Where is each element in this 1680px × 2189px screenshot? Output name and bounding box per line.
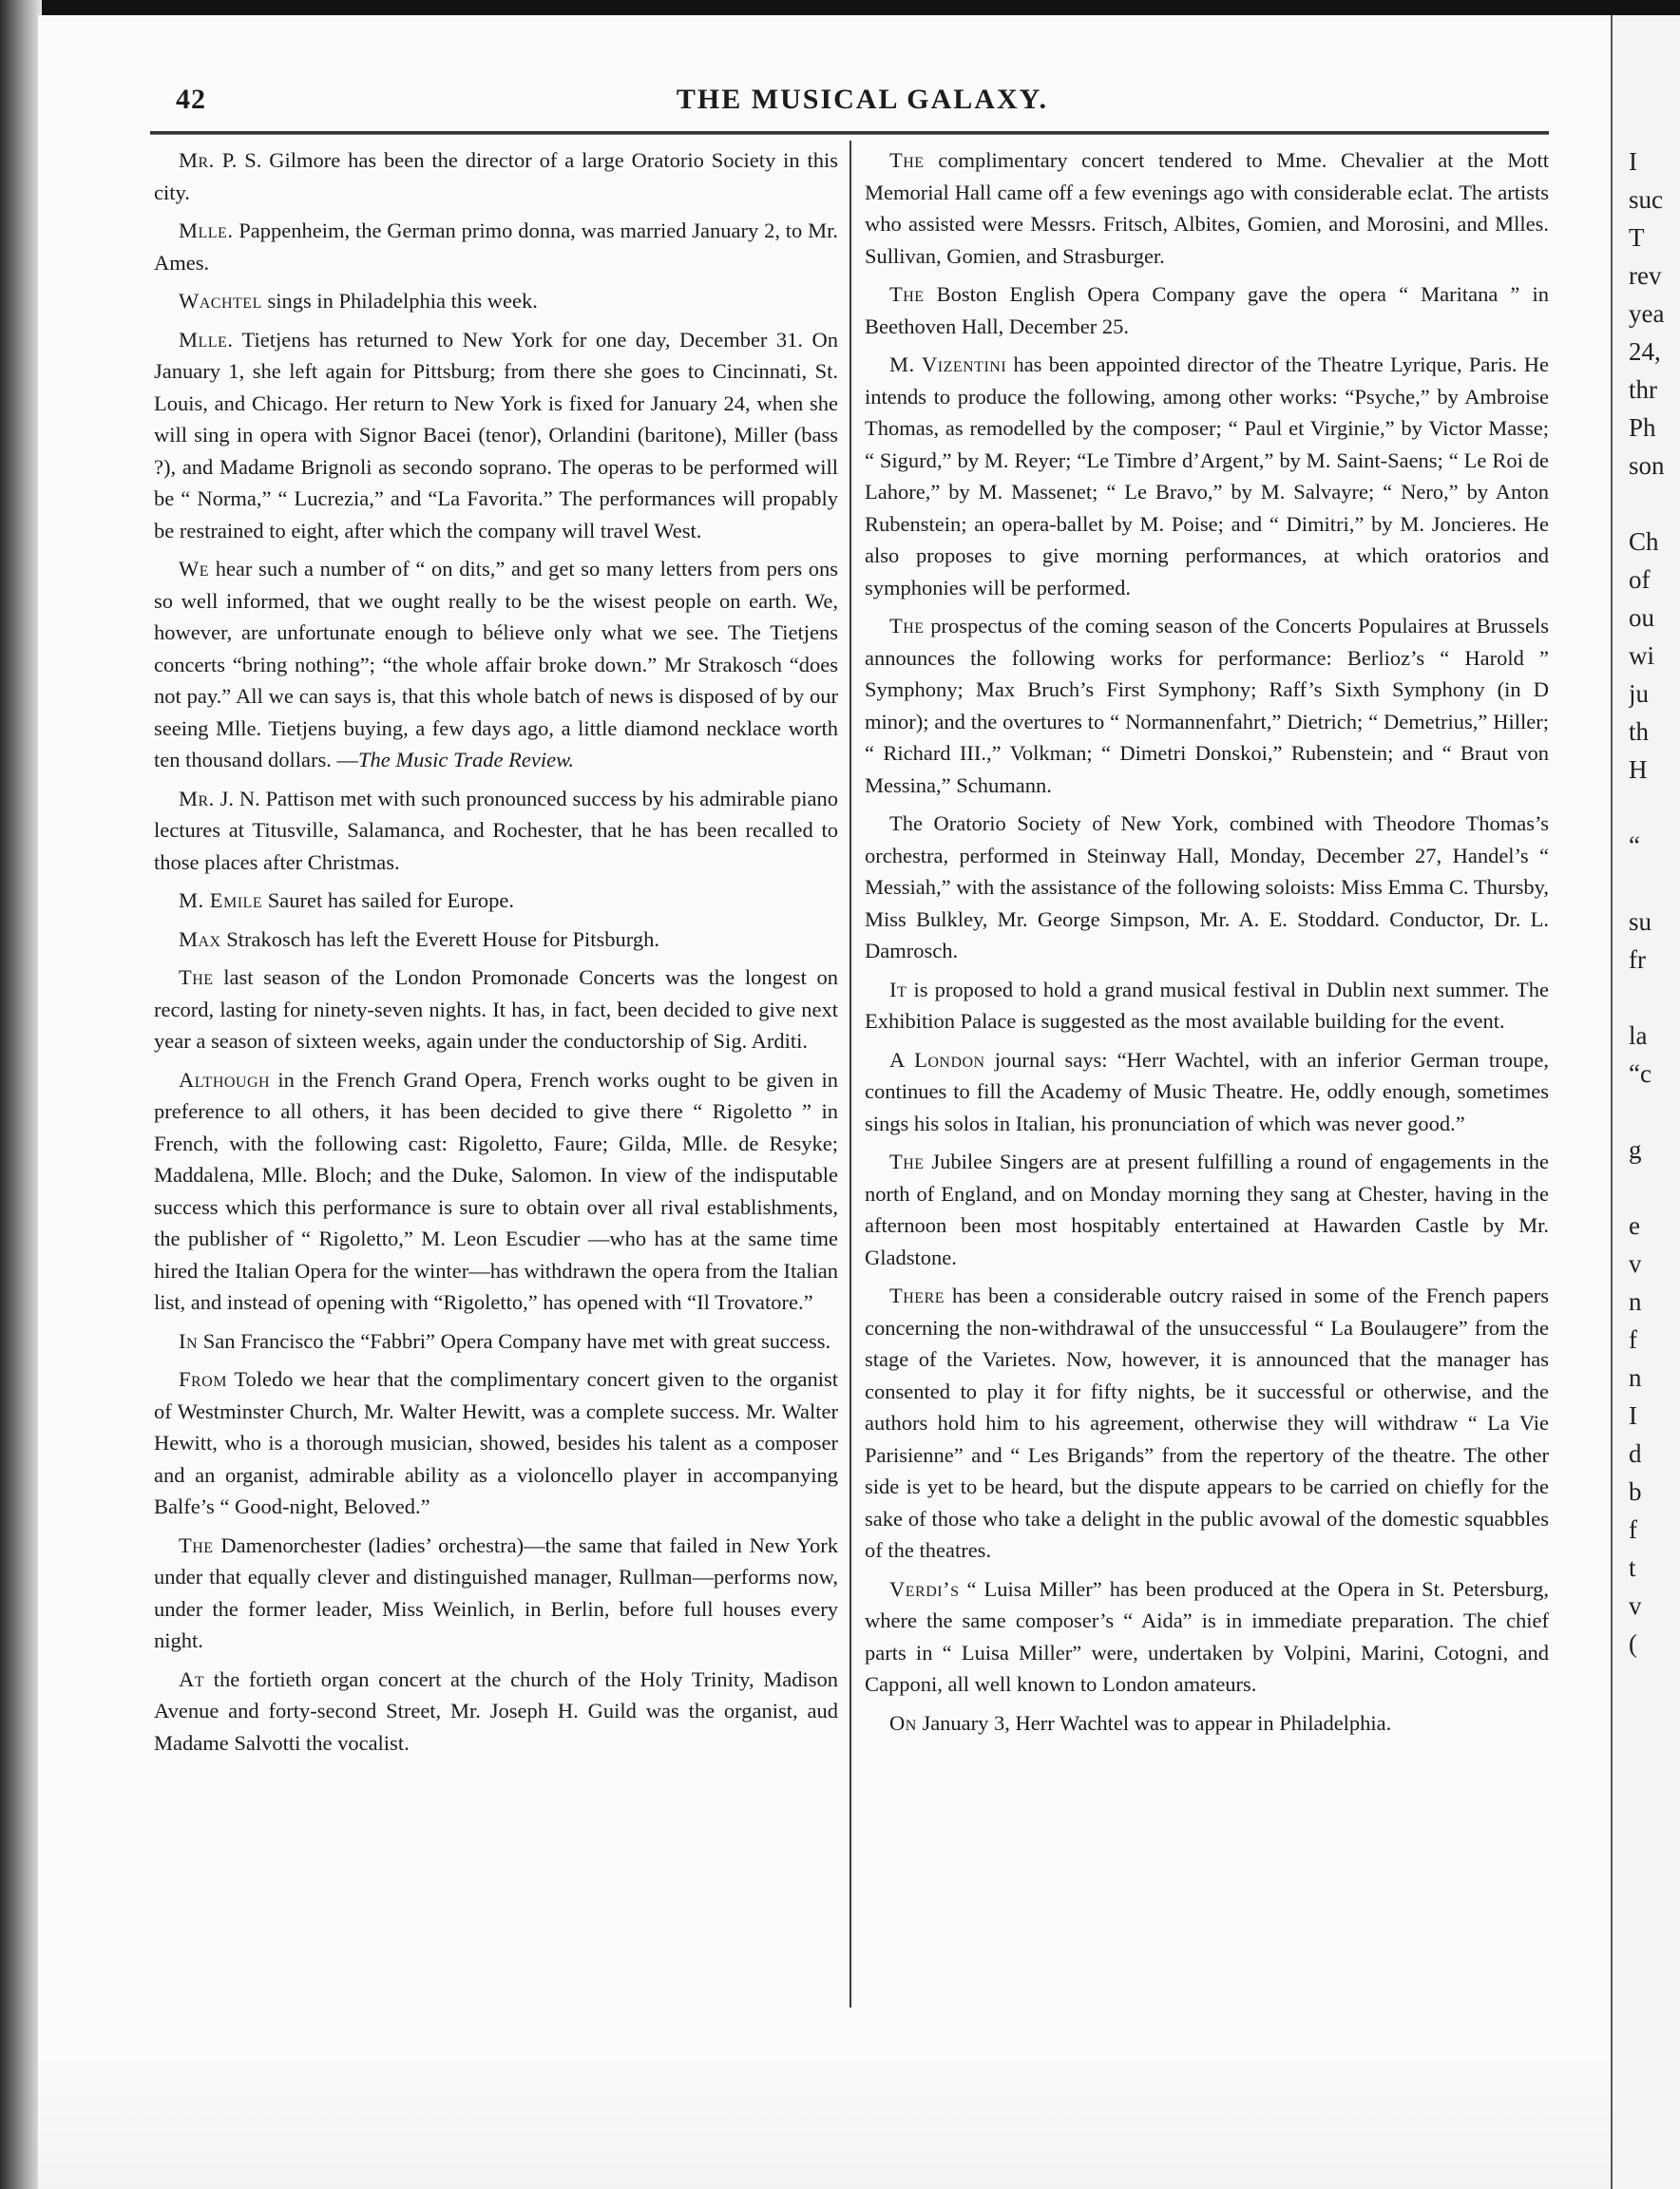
adjacent-page-fragment: “ [1629, 831, 1640, 860]
adjacent-page-fragment: wi [1629, 641, 1654, 670]
news-item-lead: Mlle. [179, 327, 234, 352]
news-item-lead: Mr. [179, 786, 215, 810]
news-item [154, 885, 838, 917]
news-item-text: complimentary concert tendered to Mme. Chevalier at the Mott Memorial Hall came off a few evenings ago with considerable eclat. The artists who assisted were Messrs. Fritsch, Albites, Gomien, and Morosini, and Mlles. Sullivan, Gomien, and Strasburger. [865, 148, 1550, 268]
news-item [154, 144, 838, 208]
header-rule [150, 131, 1549, 135]
adjacent-page-fragment: d [1629, 1439, 1642, 1468]
news-item-text: Damenorchester (ladies’ orchestra)—the same that failed in New York under that equally clever and distinguished manager, Rullman—performs now, under the former leader, Miss Weinlich, in Berlin, before full houses every night. [154, 1532, 839, 1652]
news-item [154, 324, 838, 547]
news-item-text: P. S. Gilmore has been the director of a large Oratorio Society in this city. [154, 148, 839, 204]
adjacent-page-fragment [1629, 979, 1680, 1017]
news-item [865, 974, 1549, 1037]
news-item-text: has been appointed director of the Theatre Lyrique, Paris. He intends to produce the following, among other works: “Psyche,” by Ambroise Thomas, as remodelled by the composer; “ Paul et Virginie,” by Victor Masse; “ Sigurd,” by M. Reyer; “Le Timbre d’Argent,” by M. Saint-Saens; “ Le Roi de Lahore,” by M. Massenet; “ Le Bravo,” by M. Salvayre; “ Nero,” by Anton Rubenstein; an opera-ballet by M. Poise; and “ Dimitri,” by M. Joncieres. He also proposes to give morning performances, at which oratorios and symphonies will be performed. [865, 352, 1549, 600]
adjacent-page-fragment: n [1629, 1287, 1642, 1316]
news-item-lead: There [889, 1284, 945, 1307]
adjacent-page-fragment: fr [1629, 945, 1646, 974]
scan-binding-shadow [0, 0, 42, 2189]
news-item-text: Jubilee Singers are at present fulfilling a round of engagements in the north of England, and on Monday morning they sang at Chester, having in the afternoon been most hospitably entertained at Hawarden Castle by Mr. Gladstone. [865, 1150, 1549, 1269]
left-column [154, 144, 838, 1765]
news-item-text: last season of the London Promonade Concerts was the longest on record, lasting for ninety-seven nights. It has, in fact, been decided to give next year a season of sixteen weeks, again under the conductorship of Sig. Arditi. [154, 965, 839, 1053]
news-item [865, 610, 1549, 801]
news-item-text: the fortieth organ concert at the church of the Holy Trinity, Madison Avenue and forty-second Street, Mr. Joseph H. Guild was the organist, aud Madame Salvotti the vocalist. [154, 1666, 838, 1755]
news-item-lead: Wachtel [179, 289, 262, 313]
news-item-text: Pappenheim, the German primo donna, was married January 2, to Mr. Ames. [154, 219, 839, 275]
news-item-lead: Although [179, 1067, 271, 1092]
news-item-lead: The [889, 148, 925, 172]
news-item-lead: On [889, 1710, 917, 1735]
news-item [154, 923, 838, 956]
news-item-lead: The [889, 1150, 925, 1173]
news-item-lead: Mlle. [179, 219, 234, 242]
adjacent-page-fragment: f [1629, 1325, 1637, 1354]
adjacent-page-fragment [1629, 865, 1680, 903]
news-item [154, 783, 838, 879]
news-item-text: prospectus of the coming season of the Concerts Populaires at Brussels announces the following works for performance: Berlioz’s “ Harold ” Symphony; Max Bruch’s First Symphony; Raff’s Sixth Symphony (in D minor); and the overtures to “ Normannenfahrt,” Dietrich; “ Demetrius,” Hiller; “ Richard III.,” Volkman; “ Dimetri Donskoi,” Rubenstein; and “ Braut von Messina,” Schumann. [865, 614, 1549, 797]
news-item-text: Boston English Opera Company gave the opera “ Maritana ” in Beethoven Hall, December 25. [865, 282, 1549, 338]
news-item [154, 1530, 838, 1657]
news-item [154, 285, 838, 317]
news-item-lead: M. Emile [179, 888, 263, 912]
news-item-lead: Verdi’s [889, 1576, 960, 1601]
news-item-lead: M. Vizentini [889, 352, 1007, 376]
adjacent-page-fragment: b [1629, 1477, 1642, 1506]
news-item [865, 144, 1549, 272]
adjacent-page-fragment [1629, 789, 1680, 827]
adjacent-page-fragment: 24, [1629, 337, 1661, 366]
page-bottom-shade [38, 2052, 1611, 2189]
news-item-lead: The [889, 614, 925, 638]
adjacent-page-fragment: n [1629, 1363, 1642, 1392]
news-item [865, 1707, 1549, 1740]
news-item-text: Strakosch has left the Everett House for Pitsburgh. [226, 926, 659, 951]
news-item-text: San Francisco the “Fabbri” Opera Company have met with great success. [202, 1328, 831, 1353]
news-item [865, 1280, 1549, 1567]
adjacent-page-fragment: “c [1629, 1059, 1651, 1088]
news-item [865, 1573, 1549, 1701]
page-header [176, 84, 1549, 122]
adjacent-page-fragment: son [1629, 451, 1665, 480]
page-title: THE MUSICAL GALAXY. [676, 84, 1049, 115]
adjacent-page-fragment: of [1629, 565, 1651, 594]
news-item-text: sings in Philadelphia this week. [267, 289, 538, 313]
adjacent-page-fragment: ou [1629, 603, 1654, 632]
news-item-text: is proposed to hold a grand musical festival in Dublin next summer. The Exhibition Palace is suggested as the most available building for the event. [865, 977, 1550, 1033]
news-item-text: has been a considerable outcry raised in some of the French papers concerning the non-withdrawal of the unsuccessful “ La Boulaugere” from the stage of the Varietes. Now, however, it is announced that the manager has consented to play it for fifty nights, be it successful or otherwise, and the authors hold him to his agreement, otherwise they will withdraw “ La Vie Parisienne” and “ Les Brigands” from the repertory of the theatre. The other side is yet to be heard, but the dispute appears to be carried on chiefly for the sake of those who take a delight in the public avowal of the domestic squabbles of the theatres. [865, 1284, 1549, 1562]
news-item-lead: The [179, 1532, 214, 1557]
news-item [154, 1064, 838, 1319]
adjacent-page-fragment: ju [1629, 679, 1650, 708]
page-number: 42 [176, 84, 206, 115]
news-item [154, 215, 838, 278]
adjacent-page-fragment: suc [1629, 185, 1663, 214]
news-item-lead: At [179, 1666, 205, 1691]
adjacent-page-fragment: I [1629, 1401, 1637, 1430]
adjacent-page-fragment: ( [1629, 1629, 1637, 1658]
adjacent-page-fragments [1629, 143, 1680, 2043]
adjacent-page-fragment: thr [1629, 375, 1657, 404]
news-item-text: Toledo we hear that the complimentary concert given to the organist of Westminster Church, Mr. Walter Hewitt, was a complete success. Mr. Walter Hewitt, who is a thorough musician, showed, besides his talent as a composer and an organist, admirable ability as a violoncello player in accompanying Balfe’s “ Good-night, Beloved.” [154, 1367, 839, 1518]
adjacent-page-fragment: I [1629, 147, 1637, 176]
adjacent-page-fragment: H [1629, 755, 1648, 784]
news-item-text: “ Luisa Miller” has been produced at the Opera in St. Petersburg, where the same composer’s “ Aida” is in immediate preparation. The chief parts in “ Luisa Miller” were, undertaken by Volpini, Marini, Cotogni, and Capponi, all well known to London amateurs. [865, 1576, 1549, 1696]
news-item-text: hear such a number of “ on dits,” and get so many letters from pers ons so well informed, that we ought really to be the wisest people on earth. We, however, are unfortunate enough to bélieve only what we see. The Tietjens concerts “bring nothing”; “the whole affair broke down.” Mr Strakosch “does not pay.” All we can says is, that this whole batch of news is disposed of by our seeing Mlle. Tietjens buying, a few days ago, a little diamond necklace worth ten thousand dollars. — [154, 557, 839, 771]
news-item-text: Sauret has sailed for Europe. [267, 888, 515, 912]
adjacent-page-fragment [1629, 1093, 1680, 1131]
adjacent-page-fragment: e [1629, 1211, 1640, 1240]
news-item-text: J. N. Pattison met with such pronounced success by his admirable piano lectures at Titusville, Salamanca, and Rochester, that he has been recalled to those places after Christmas. [154, 786, 838, 874]
news-item [154, 961, 838, 1057]
news-item [154, 1363, 838, 1523]
news-item-text: journal says: “Herr Wachtel, with an inferior German troupe, continues to fill the Academy of Music Theatre. He, oddly enough, sometimes sings his solos in Italian, his pronunciation of which was never good.” [865, 1047, 1549, 1135]
news-item [154, 1325, 838, 1358]
adjacent-page-fragment: Ph [1629, 413, 1656, 442]
news-item-lead: From [179, 1367, 227, 1391]
adjacent-page-fragment: Ch [1629, 527, 1659, 556]
adjacent-page-fragment: g [1629, 1135, 1642, 1164]
adjacent-page-fragment: rev [1629, 261, 1662, 290]
adjacent-page-fragment: v [1629, 1249, 1642, 1278]
news-item-lead: In [179, 1328, 199, 1353]
news-item-lead: The [179, 965, 214, 989]
news-item-text: in the French Grand Opera, French works ought to be given in preference to all others, it has been decided to give there “ Rigoletto ” in French, with the following cast: Rigoletto, Faure; Gilda, Mlle. de Resyke; Maddalena, Mlle. Bloch; and the Duke, Salomon. In view of the indisputable success which this performance is sure to obtain over all rival establishments, the publisher of “ Rigoletto,” M. Leon Escudier —who has at the same time hired the Italian Opera for the winter—has withdrawn the opera from the Italian list, and instead of opening with “Rigoletto,” has opened with “Il Trovatore.” [154, 1067, 839, 1314]
news-item-lead: The [889, 282, 925, 306]
news-item-lead: It [889, 977, 907, 1001]
news-item-text: The Oratorio Society of New York, combined with Theodore Thomas’s orchestra, performed in Steinway Hall, Monday, December 27, Handel’s “ Messiah,” with the assistance of the following soloists: Miss Emma C. Thursby, Miss Bulkley, Mr. George Simpson, Mr. A. E. Stoddard. Conductor, Dr. L. Damrosch. [865, 811, 1549, 962]
news-item-text: January 3, Herr Wachtel was to appear in Philadelphia. [922, 1710, 1392, 1735]
adjacent-page-fragment: T [1629, 223, 1645, 252]
adjacent-page-fragment: v [1629, 1591, 1642, 1620]
right-column [865, 144, 1549, 1745]
adjacent-page-fragment: f [1629, 1515, 1637, 1544]
news-item-source: The Music Trade Review. [357, 748, 575, 771]
news-item [154, 1664, 838, 1760]
adjacent-page-fragment [1629, 485, 1680, 523]
news-item-lead: We [179, 557, 210, 581]
news-item-lead: A London [889, 1047, 985, 1072]
scan-top-band [0, 0, 1680, 15]
column-divider [850, 141, 851, 2008]
adjacent-page-fragment: th [1629, 717, 1650, 746]
news-item-lead: Mr. [179, 148, 215, 172]
news-item-lead: Max [179, 926, 221, 951]
news-item [865, 278, 1549, 342]
adjacent-page-fragment: su [1629, 907, 1652, 936]
news-item-text: Tietjens has returned to New York for one day, December 31. On January 1, she left again for Pittsburg; from there she goes to Cincinnati, St. Louis, and Chicago. Her return to New York is fixed for January 24, when she will sing in opera with Signor Bacei (tenor), Orlandini (baritone), Miller (bass ?), and Madame Brignoli as secondo soprano. The operas to be performed will be “ Norma,” “ Lucrezia,” and “La Favorita.” The performances will propably be restrained to eight, after which the company will travel West. [154, 327, 839, 542]
news-item [865, 1044, 1549, 1140]
news-item [154, 553, 838, 776]
news-item [865, 808, 1549, 967]
adjacent-page-fragment: t [1629, 1553, 1636, 1582]
adjacent-page-fragment [1629, 1169, 1680, 1207]
adjacent-page-fragment: la [1629, 1021, 1648, 1050]
news-item [865, 349, 1549, 603]
adjacent-page-fragment: yea [1629, 299, 1665, 328]
news-item [865, 1146, 1549, 1273]
